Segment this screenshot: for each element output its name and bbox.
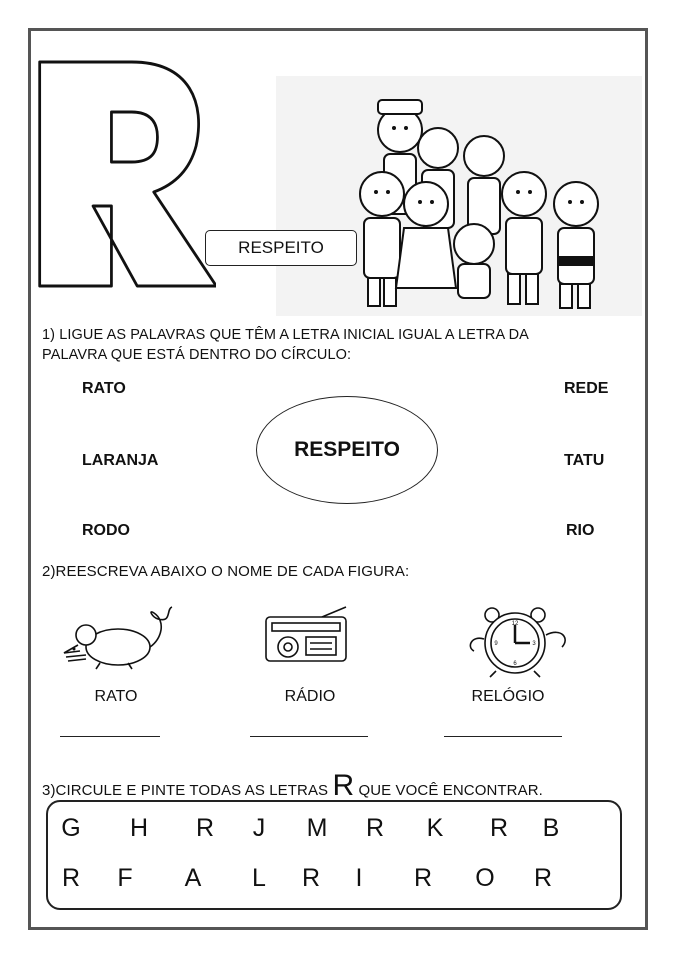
letter-r2-c4[interactable]: L xyxy=(252,864,266,892)
letter-r2-c2[interactable]: F xyxy=(117,864,133,892)
children-illustration xyxy=(276,76,642,316)
question-1-line-1: 1) LIGUE AS PALAVRAS QUE TÊM A LETRA INICIAL IGUAL A LETRA DA xyxy=(42,327,529,343)
left-word-1: RATO xyxy=(82,380,126,397)
question-3-title-start: 3)CIRCULE E PINTE TODAS AS LETRAS xyxy=(42,782,333,799)
figure-label-rato: RATO xyxy=(94,688,138,705)
word-box-respeito: RESPEITO xyxy=(205,230,357,266)
right-word-3: RIO xyxy=(566,522,595,539)
letter-r2-c7[interactable]: R xyxy=(413,864,433,892)
letter-r1-c1[interactable]: G xyxy=(61,814,81,842)
center-oval xyxy=(256,396,438,504)
question-3-title-end: QUE VOCÊ ENCONTRAR. xyxy=(354,782,543,799)
letter-r1-c5[interactable]: M xyxy=(306,814,328,842)
answer-line-2[interactable] xyxy=(250,736,368,737)
big-letter-r xyxy=(36,58,216,290)
letter-r1-c3[interactable]: R xyxy=(195,814,215,842)
letter-r1-c7[interactable]: K xyxy=(426,814,444,842)
svg-text:9: 9 xyxy=(494,641,498,647)
center-word: RESPEITO xyxy=(294,438,400,461)
letter-r2-c6[interactable]: I xyxy=(355,864,363,892)
question-3-title-letter: R xyxy=(332,769,355,802)
answer-line-3[interactable] xyxy=(444,736,562,737)
left-word-2: LARANJA xyxy=(82,452,159,469)
figure-label-radio: RÁDIO xyxy=(284,688,336,705)
letter-r2-c3[interactable]: A xyxy=(184,864,202,892)
clock-icon xyxy=(460,605,580,679)
answer-line-1[interactable] xyxy=(60,736,160,737)
letter-r1-c2[interactable]: H xyxy=(129,814,149,842)
svg-text:6: 6 xyxy=(513,661,517,667)
letter-r1-c8[interactable]: R xyxy=(489,814,509,842)
letter-r2-c5[interactable]: R xyxy=(301,864,321,892)
letter-r1-c4[interactable]: J xyxy=(252,814,266,842)
figure-label-relogio: RELÓGIO xyxy=(471,688,545,705)
right-word-2: TATU xyxy=(564,452,605,469)
letter-r2-c8[interactable]: O xyxy=(475,864,495,892)
letter-r1-c6[interactable]: R xyxy=(365,814,385,842)
left-word-3: RODO xyxy=(82,522,130,539)
radio-icon xyxy=(264,605,350,663)
question-2-title: 2)REESCREVA ABAIXO O NOME DE CADA FIGURA: xyxy=(42,563,410,580)
letter-r2-c9[interactable]: R xyxy=(533,864,553,892)
question-1-line-2: PALAVRA QUE ESTÁ DENTRO DO CÍRCULO: xyxy=(42,347,352,363)
mouse-icon xyxy=(56,605,176,673)
svg-text:3: 3 xyxy=(532,641,536,647)
letter-r1-c9[interactable]: B xyxy=(542,814,560,842)
svg-text:12: 12 xyxy=(511,621,519,627)
right-word-1: REDE xyxy=(564,380,609,397)
letter-r2-c1[interactable]: R xyxy=(61,864,81,892)
